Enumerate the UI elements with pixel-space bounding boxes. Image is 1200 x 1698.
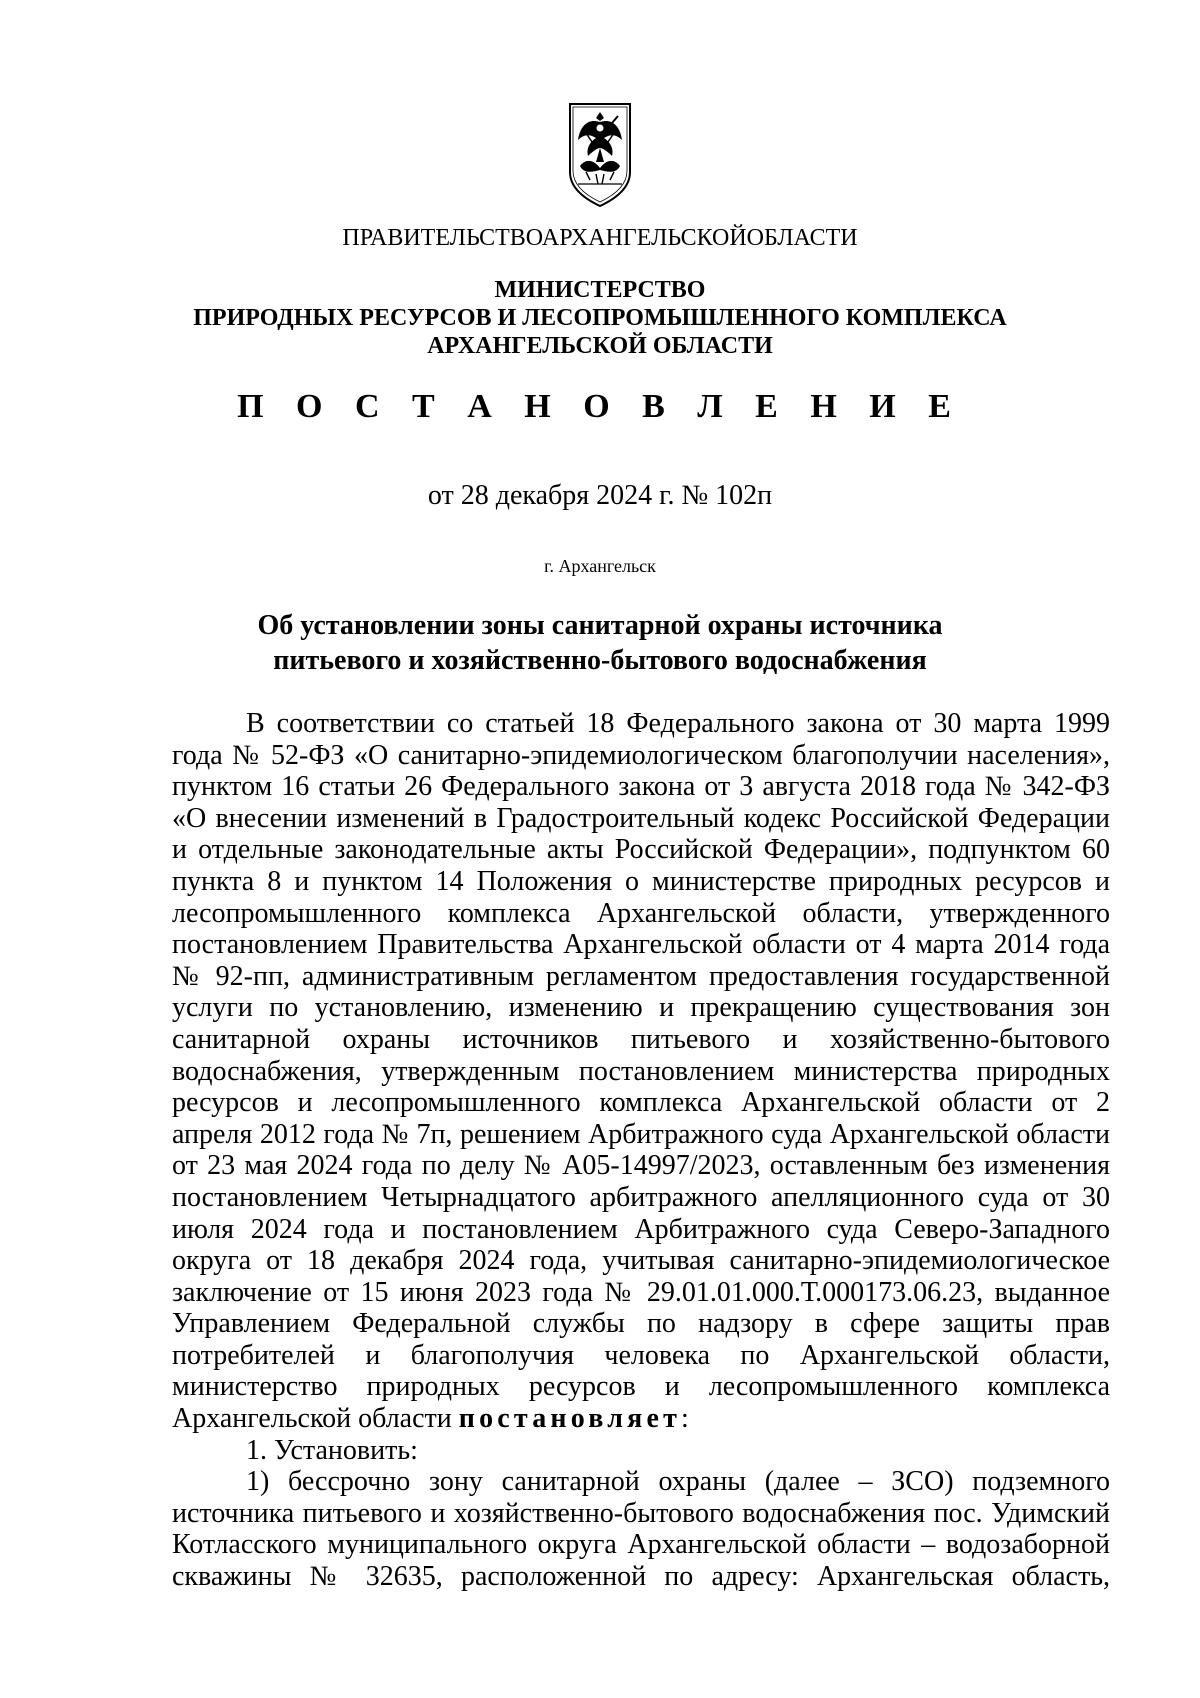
ministry-line: МИНИСТЕРСТВО [494,277,706,303]
document-body [172,708,1110,1593]
coat-of-arms-icon [566,100,634,208]
ministry-line: ПРИРОДНЫХ РЕСУРСОВ И ЛЕСОПРОМЫШЛЕННОГО КОМПЛЕКСА [193,305,1007,331]
government-name: ПРАВИТЕЛЬСТВОАРХАНГЕЛЬСКОЙОБЛАСТИ [342,225,858,251]
document-subject [0,608,1200,678]
subject-line: Об установлении зоны санитарной охраны источника [257,610,943,641]
document-date-number: от 28 декабря 2024 г. № 102п [427,480,773,511]
document-type-title: П О С Т А Н О В Л Е Н И Е [237,388,963,425]
subitem-1: 1) бессрочно зону санитарной охраны (далее – ЗСО) подземного источника питьевого и хозяйственно-бытового водоснабжения пос. Удимский Котласского муниципального округа Архангельской области – водозаборной скважины № 32635, расположенной по адресу: Архангельская область, [172,1466,1110,1593]
resolves-word: постановляет [458,1403,682,1435]
resolves-colon: : [681,1403,689,1435]
preamble-paragraph [172,708,1110,1435]
document-city: г. Архангельск [544,556,656,576]
ministry-name [0,276,1200,360]
subject-line: питьевого и хозяйственно-бытового водоснабжения [273,645,927,676]
item-1: 1. Установить: [246,1434,418,1466]
preamble-text: В соответствии со статьей 18 Федерального закона от 30 марта 1999 года № 52-ФЗ «О санитарно-эпидемиологическом благополучии населения», пунктом 16 статьи 26 Федерального закона от 3 августа 2018 года № 342-ФЗ «О внесении изменений в Градостроительный кодекс Российской Федерации и отдельные законодательные акты Российской Федерации», подпунктом 60 пункта 8 и пунктом 14 Положения о министерстве природных ресурсов и лесопромышленного комплекса Архангельской области, утвержденного постановлением Правительства Архангельской области от 4 марта 2014 года № 92-пп, административным регламентом предоставления государственной услуги по установлению, изменению и прекращению существования зон санитарной охраны источников питьевого и хозяйственно-бытового водоснабжения, утвержденным постановлением министерства природных ресурсов и лесопромышленного комплекса Архангельской области от 2 апреля 2012 года № 7п, решением Арбитражного суда Архангельской области от 23 мая 2024 года по делу № А05-14997/2023, оставленным без изменения постановлением Четырнадцатого арбитражного апелляционного суда от 30 июля 2024 года и постановлением Арбитражного суда Северо-Западного округа от 18 декабря 2024 года, учитывая санитарно-эпидемиологическое заключение от 15 июня 2023 года № 29.01.01.000.Т.000173.06.23, выданное Управлением Федеральной службы по надзору в сфере защиты прав потребителей и благополучия человека по Архангельской области, министерство природных ресурсов и лесопромышленного комплекса Архангельской области [172,708,1110,1435]
ministry-line: АРХАНГЕЛЬСКОЙ ОБЛАСТИ [427,333,773,359]
